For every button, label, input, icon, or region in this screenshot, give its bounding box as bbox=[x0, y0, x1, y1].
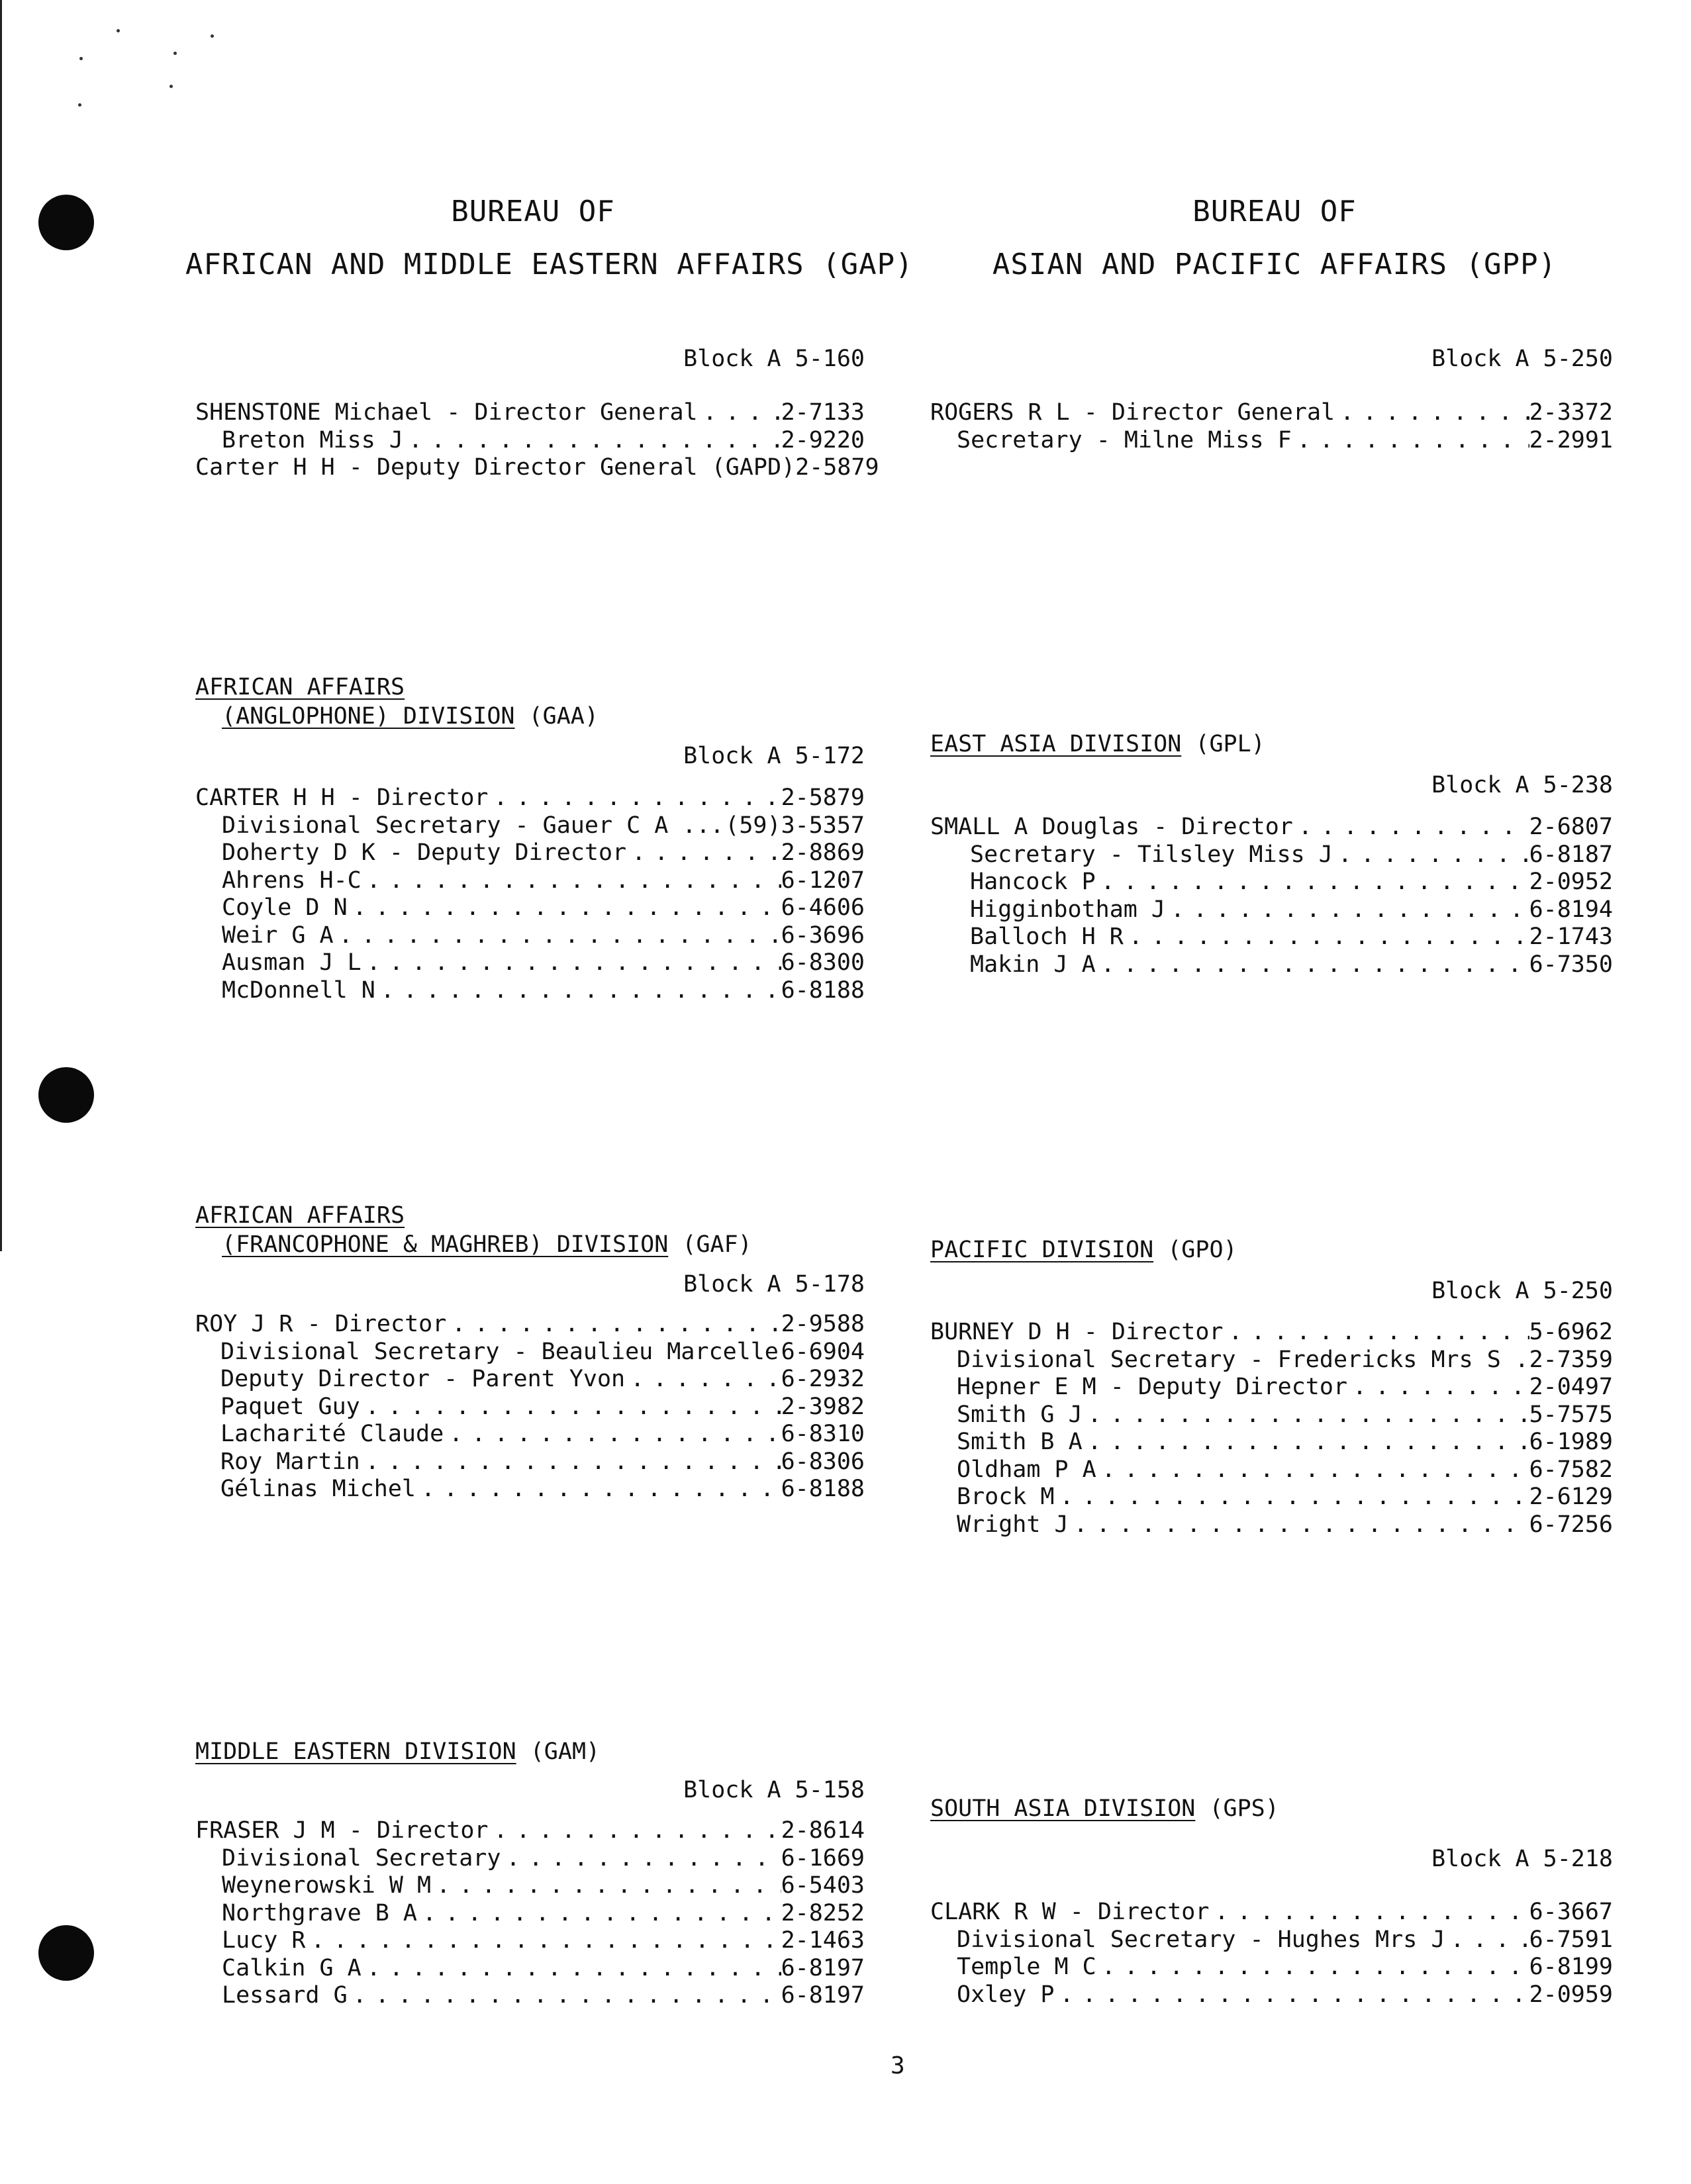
bureau-location: Block A 5-250 bbox=[1431, 346, 1613, 372]
bureau-title-line1: BUREAU OF bbox=[451, 195, 615, 228]
directory-row: CLARK R W - Director . . . 6-3667 bbox=[930, 1899, 1613, 1926]
directory-row: Smith B A . . . 6-1989 bbox=[930, 1429, 1613, 1456]
directory-row: Divisional Secretary - Gauer C A ... (59)3-5357 bbox=[222, 812, 865, 839]
division-location: Block A 5-250 bbox=[1431, 1278, 1613, 1304]
directory-row: Lacharité Claude . . . 6-8310 bbox=[195, 1421, 865, 1448]
scan-speck bbox=[169, 85, 173, 88]
punch-hole-top bbox=[38, 195, 94, 250]
scan-speck bbox=[211, 34, 214, 38]
division-location: Block A 5-238 bbox=[1431, 772, 1613, 798]
directory-row: Ahrens H-C . . . 6-1207 bbox=[195, 867, 865, 895]
directory-row: Divisional Secretary - Hughes Mrs J . . . 6-7591 bbox=[930, 1926, 1613, 1954]
division-entries-gam bbox=[195, 1817, 865, 2010]
division-entries-gpl bbox=[930, 814, 1613, 978]
directory-row: Divisional Secretary . . . 6-1669 bbox=[195, 1845, 865, 1873]
division-heading-gam: MIDDLE EASTERN DIVISION (GAM) bbox=[195, 1738, 601, 1765]
division-heading-gaa: AFRICAN AFFAIRS (ANGLOPHONE) DIVISION (GAA) bbox=[195, 674, 599, 730]
directory-row: Paquet Guy . . . 2-3982 bbox=[195, 1394, 865, 1421]
directory-row: Gélinas Michel . . . 6-8188 bbox=[195, 1476, 865, 1503]
bureau-title-gpp bbox=[927, 185, 1622, 291]
page-edge-line bbox=[0, 0, 2, 1251]
directory-row: Temple M C . . . 6-8199 bbox=[930, 1954, 1613, 1981]
scan-speck bbox=[78, 103, 81, 107]
directory-row: ROGERS R L - Director General . . . 2-3372 bbox=[930, 399, 1613, 427]
directory-row: Carter H H - Deputy Director General (GAPD) 2-5879 bbox=[195, 454, 879, 481]
directory-row: Higginbotham J . . . 6-8194 bbox=[930, 896, 1613, 924]
directory-row: Balloch H R . . . 2-1743 bbox=[930, 924, 1613, 951]
bureau-entries-gap bbox=[195, 399, 879, 482]
bureau-title-line2: ASIAN AND PACIFIC AFFAIRS (GPP) bbox=[992, 248, 1557, 281]
bureau-title-line2: AFRICAN AND MIDDLE EASTERN AFFAIRS (GAP) bbox=[185, 248, 914, 281]
directory-row: Oxley P . . . 2-0959 bbox=[930, 1981, 1613, 2009]
division-entries-gaa bbox=[195, 784, 865, 1004]
directory-row: BURNEY D H - Director . . . 5-6962 bbox=[930, 1319, 1613, 1347]
directory-row: Lessard G . . . 6-8197 bbox=[195, 1982, 865, 2010]
scan-speck bbox=[79, 57, 83, 60]
division-location: Block A 5-178 bbox=[683, 1271, 865, 1298]
directory-row: SMALL A Douglas - Director . . . 2-6807 bbox=[930, 814, 1613, 841]
division-heading-gps: SOUTH ASIA DIVISION (GPS) bbox=[930, 1795, 1279, 1822]
division-entries-gpo bbox=[930, 1319, 1613, 1539]
directory-row: Deputy Director - Parent Yvon . . . 6-2932 bbox=[195, 1366, 865, 1394]
division-heading-gpo: PACIFIC DIVISION (GPO) bbox=[930, 1237, 1237, 1263]
directory-row: Hepner E M - Deputy Director . . . 2-0497 bbox=[930, 1374, 1613, 1401]
directory-row: Lucy R . . . 2-1463 bbox=[195, 1927, 865, 1955]
directory-row: Roy Martin . . . 6-8306 bbox=[195, 1448, 865, 1476]
directory-row: Doherty D K - Deputy Director . . . 2-8869 bbox=[195, 839, 865, 867]
directory-row: Calkin G A . . . 6-8197 bbox=[195, 1955, 865, 1983]
directory-row: Ausman J L . . . 6-8300 bbox=[195, 949, 865, 977]
scan-speck bbox=[173, 52, 177, 55]
bureau-title-gap bbox=[185, 185, 914, 291]
directory-row: Hancock P . . . 2-0952 bbox=[930, 869, 1613, 896]
directory-row: SHENSTONE Michael - Director General . . . 2-7133 bbox=[195, 399, 865, 427]
page-number: 3 bbox=[891, 2052, 905, 2079]
division-location: Block A 5-158 bbox=[683, 1777, 865, 1803]
punch-hole-bottom bbox=[38, 1925, 94, 1981]
directory-row: Weynerowski W M . . . 6-5403 bbox=[195, 1872, 865, 1900]
division-heading-gaf: AFRICAN AFFAIRS (FRANCOPHONE & MAGHREB) DIVISION (GAF) bbox=[195, 1202, 752, 1258]
directory-row: McDonnell N . . . 6-8188 bbox=[195, 977, 865, 1005]
directory-row: ROY J R - Director . . . 2-9588 bbox=[195, 1311, 865, 1339]
directory-row: Oldham P A . . . 6-7582 bbox=[930, 1456, 1613, 1484]
directory-row: Smith G J . . . 5-7575 bbox=[930, 1401, 1613, 1429]
directory-row: Divisional Secretary - Beaulieu Marcelle 6-6904 bbox=[220, 1338, 865, 1365]
directory-row: Secretary - Tilsley Miss J . . . 6-8187 bbox=[930, 841, 1613, 869]
directory-row: Northgrave B A . . . 2-8252 bbox=[195, 1900, 865, 1928]
bureau-entries-gpp bbox=[930, 399, 1613, 454]
directory-row: Coyle D N . . . 6-4606 bbox=[195, 894, 865, 922]
directory-row: FRASER J M - Director . . . 2-8614 bbox=[195, 1817, 865, 1845]
division-entries-gaf bbox=[195, 1311, 865, 1503]
directory-row: Divisional Secretary - Fredericks Mrs S . 2-7359 bbox=[957, 1346, 1613, 1373]
directory-row: Wright J . . . 6-7256 bbox=[930, 1511, 1613, 1539]
directory-row: Brock M . . . 2-6129 bbox=[930, 1484, 1613, 1511]
directory-row: Weir G A . . . 6-3696 bbox=[195, 922, 865, 950]
directory-row: CARTER H H - Director . . . 2-5879 bbox=[195, 784, 865, 812]
division-location: Block A 5-172 bbox=[683, 743, 865, 769]
division-entries-gps bbox=[930, 1899, 1613, 2009]
directory-row: Secretary - Milne Miss F . . . 2-2991 bbox=[930, 427, 1613, 455]
directory-row: Breton Miss J . . . 2-9220 bbox=[195, 427, 865, 455]
bureau-title-line1: BUREAU OF bbox=[1192, 195, 1357, 228]
directory-row: Makin J A . . . 6-7350 bbox=[930, 951, 1613, 979]
division-heading-gpl: EAST ASIA DIVISION (GPL) bbox=[930, 731, 1265, 757]
division-location: Block A 5-218 bbox=[1431, 1846, 1613, 1872]
punch-hole-middle bbox=[38, 1067, 94, 1123]
bureau-location: Block A 5-160 bbox=[683, 346, 865, 372]
scan-speck bbox=[117, 29, 120, 32]
